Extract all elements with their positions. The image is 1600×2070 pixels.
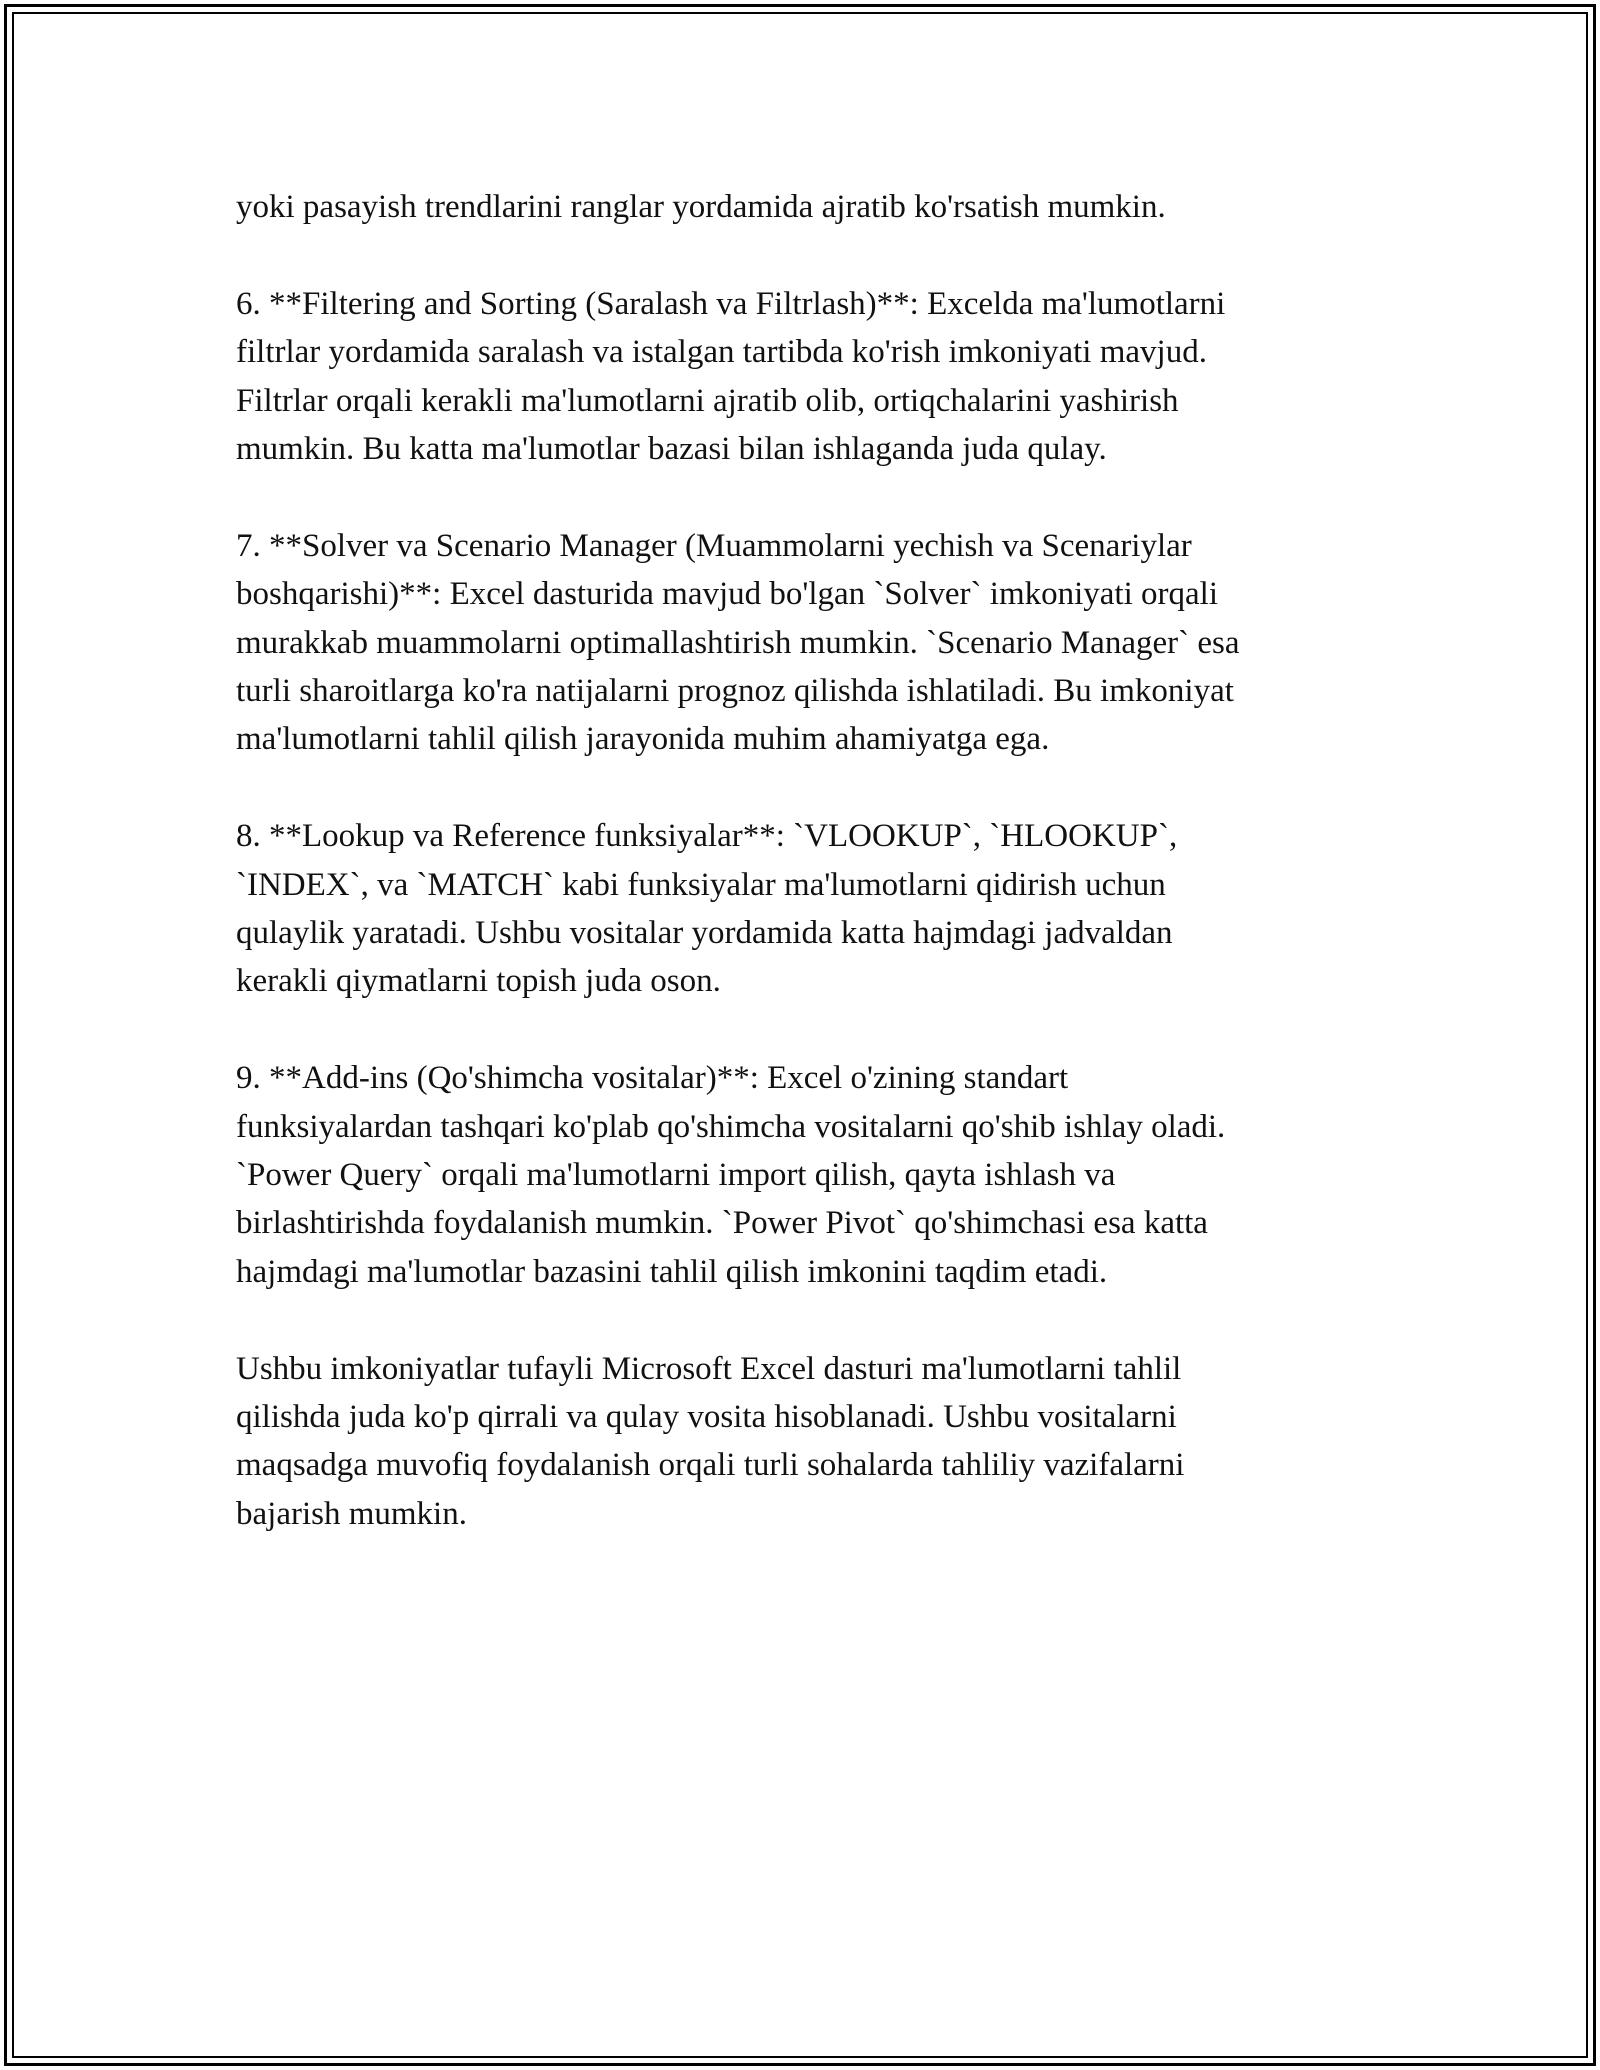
paragraph-filtering-sorting: 6. **Filtering and Sorting (Saralash va Filtrlash)**: Excelda ma'lumotlarni filtrlar yordamida saralash va istalgan tartibda ko'rish imkoniyati mavjud. Filtrlar orqali kerakli ma'lumotlarni ajratib olib, ortiqchalarini yashirish mumkin. Bu katta ma'lumotlar bazasi bilan ishlaganda juda qulay. bbox=[236, 285, 1226, 468]
paragraph-intro-continuation: yoki pasayish trendlarini ranglar yordamida ajratib ko'rsatish mumkin. bbox=[236, 189, 1166, 225]
paragraph-add-ins: 9. **Add-ins (Qo'shimcha vositalar)**: Excel o'zining standart funksiyalardan tashqari ko'plab qo'shimcha vositalarni qo'shib ishlay oladi. `Power Query` orqali ma'lumotlarni import qilish, qayta ishlash va birlashtirishda foydalanish mumkin. `Power Pivot` qo'shimchasi esa katta hajmdagi ma'lumotlar bazasini tahlil qilish imkonini taqdim etadi. bbox=[236, 1060, 1226, 1290]
paragraph-solver-scenario: 7. **Solver va Scenario Manager (Muammolarni yechish va Scenariylar boshqarishi)**: Excel dasturida mavjud bo'lgan `Solver` imkoniyati orqali murakkab muammolarni optimallashtirish mumkin. `Scenario Manager` esa turli sharoitlarga ko'ra natijalarni prognoz qilishda ishlatiladi. Bu imkoniyat ma'lumotlarni tahlil qilish jarayonida muhim ahamiyatga ega. bbox=[236, 527, 1240, 758]
paragraph-lookup-reference: 8. **Lookup va Reference funksiyalar**: `VLOOKUP`, `HLOOKUP`, `INDEX`, va `MATCH` kabi funksiyalar ma'lumotlarni qidirish uchun qulaylik yaratadi. Ushbu vositalar yordamida katta hajmdagi jadvaldan kerakli qiymatlarni topish juda oson. bbox=[236, 818, 1178, 1000]
document-body bbox=[236, 183, 1366, 1587]
paragraph-conclusion: Ushbu imkoniyatlar tufayli Microsoft Excel dasturi ma'lumotlarni tahlil qilishda juda ko'p qirrali va qulay vosita hisoblanadi. Ushbu vositalarni maqsadga muvofiq foydalanish orqali turli sohalarda tahliliy vazifalarni bajarish mumkin. bbox=[236, 1350, 1185, 1532]
